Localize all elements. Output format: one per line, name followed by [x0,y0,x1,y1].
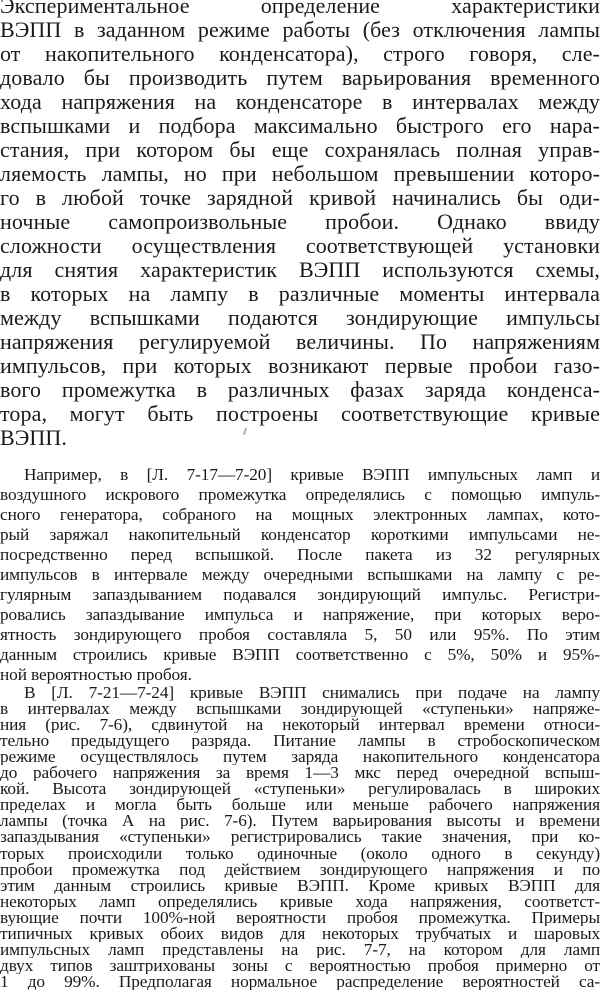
text-line: ния (рис. 7-6), сдвинутой на некоторый интервал времени относи- [0,717,600,734]
text-line: в которых на лампу в различные моменты интервала [0,282,600,306]
text-line: ВЭПП. [0,426,67,450]
text-line: 1 до 99%. Предполагая нормальное распределение вероятностей са- [0,973,600,990]
text-line: торых происходили только одиночные (около одного в секунду) [0,845,600,862]
text-line: для снятия характеристик ВЭПП используются схемы, [0,258,600,282]
text-line: рый заряжал накопительный конденсатор короткими импульсами не- [0,525,600,544]
text-line: сложности осуществления соответствующей установки [0,234,600,258]
text-line: данным строились кривые ВЭПП соответственно с 5%, 50% и 95%- [0,645,600,664]
text-line: импульсов, при которых возникают первые пробои газо- [0,354,600,378]
text-line: запаздывания «ступеньки» регистрировались такие значения, при ко- [0,829,600,846]
text-line: гулярным запаздыванием подавался зондирующий импульс. Регистри- [0,585,600,604]
text-line: режиме осуществлялось путем заряда накопительного конденсатора [0,749,600,766]
text-line: довало бы производить путем варьирования временного [0,66,600,90]
text-line: между вспышками подаются зондирующие импульсы [0,306,600,330]
text-line: вспышками и подбора максимально быстрого его нара- [0,114,600,138]
text-line: ной вероятностью пробоя. [0,665,192,684]
text-line: лампы (точка А на рис. 7-6). Путем варьирования высоты и времени [0,813,600,830]
text-line: пробои промежутка под действием зондирующего напряжения и по [0,861,600,878]
text-line: вующие почти 100%-ной вероятности пробоя промежутка. Примеры [0,909,600,926]
text-line: воздушного искрового промежутка определялись с помощью импуль- [0,485,600,504]
text-line: ночные самопроизвольные пробои. Однако ввиду [0,210,600,234]
text-line: кой. Высота зондирующей «ступеньки» регулировалась в широких [0,781,600,798]
text-line: Экспериментальное определение характеристики [0,0,600,18]
text-line: го в любой точке зарядной кривой начинались бы оди- [0,186,600,210]
text-line: некоторых ламп определялись кривые хода напряжения, соответст- [0,893,600,910]
text-line: импульсных ламп представлены на рис. 7-7, на котором для ламп [0,941,600,958]
text-line: пределах и могла быть больше или меньше рабочего напряжения [0,797,600,814]
text-line: сного генератора, собраного на мощных электронных лампах, кото- [0,505,600,524]
text-line: напряжения регулируемой величины. По напряжениям [0,330,600,354]
text-line: тельно предыдущего разряда. Питание лампы в стробоскопическом [0,733,600,750]
text-line: до рабочего напряжения за время 1—3 мкс перед очередной вспыш- [0,765,600,782]
text-line: ВЭПП в заданном режиме работы (без отключения лампы [0,18,600,42]
text-line: ровались запаздывание импульса и напряжение, при которых веро- [0,605,600,624]
text-line: типичных кривых обоих видов для некоторых трубчатых и шаровых [0,925,600,942]
text-line: этим данным строились кривые ВЭПП. Кроме кривых ВЭПП для [0,877,600,894]
text-line: хода напряжения на конденсаторе в интервалах между [0,90,600,114]
text-line: от накопительного конденсатора), строго говоря, сле- [0,42,600,66]
text-line: тора, могут быть построены соответствующие кривые [0,402,600,426]
text-line: стания, при котором бы еще сохранялась полная управ- [0,138,600,162]
text-line: двух типов заштрихованы зоны с вероятностью пробоя примерно от [0,957,600,974]
text-line: Например, в [Л. 7-17—7-20] кривые ВЭПП импульсных ламп и [24,465,600,484]
text-line: импульсов в интервале между очередными вспышками на лампу с ре- [0,565,600,584]
text-line: в интервалах между вспышками зондирующей «ступеньки» напряже- [0,701,600,718]
text-line: вого промежутка в различных фазах заряда конденса- [0,378,600,402]
text-line: В [Л. 7-21—7-24] кривые ВЭПП снимались при подаче на лампу [24,685,600,702]
text-line: ятность зондирующего пробоя составляла 5, 50 или 95%. По этим [0,625,600,644]
text-line: ляемость лампы, но при небольшом превышении которо- [0,162,600,186]
text-line: посредственно перед вспышкой. После пакета из 32 регулярных [0,545,600,564]
